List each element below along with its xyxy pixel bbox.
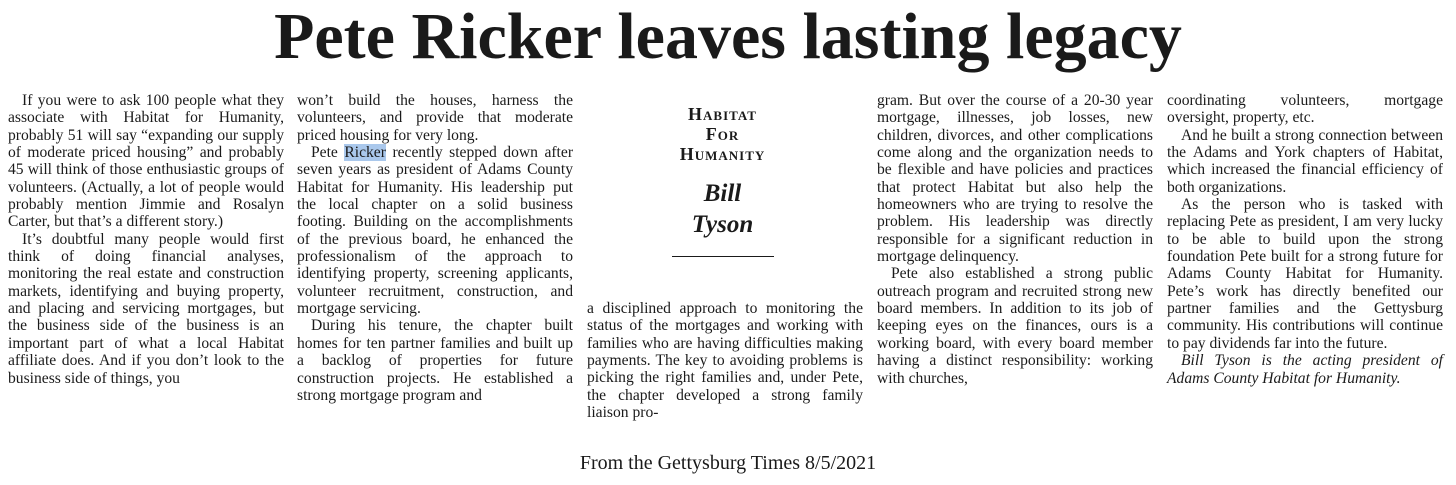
author-last: Tyson xyxy=(691,211,754,238)
headline: Pete Ricker leaves lasting legacy xyxy=(274,0,1182,73)
paragraph: As the person who is tasked with replacing Pete as president, I am very lucky to be able to build upon the strong foundation Pete built for a strong future for Adams County Habitat for Humanity. Pete’s work has directly benefited our partner families and the Gettysburg community. His contributions will continue to pay dividends far into the future. xyxy=(1167,196,1443,352)
paragraph: won’t build the houses, harness the volunteers, and provide that moderate priced housing for very long. xyxy=(297,92,573,144)
article-column-5 xyxy=(1167,92,1443,387)
paragraph: a disciplined approach to monitoring the status of the mortgages and working with families who are having difficulties making payments. The key to avoiding problems is picking the right families and, under Pete, the chapter developed a strong family liaison pro- xyxy=(587,300,863,422)
paragraph: If you were to ask 100 people what they associate with Habitat for Humanity, probably 51 will say “expanding our supply of moderate priced housing” and probably 45 will think of those enthusiastic groups of volunteers. (Actually, a lot of people would probably mention Jimmie and Rosalyn Carter, but that’s a different story.) xyxy=(8,92,284,231)
byline-box xyxy=(620,104,825,257)
paragraph: Pete also established a strong public outreach program and recruited strong new board members. In addition to its job of keeping eyes on the finances, ours is a working board, with every board member having a distinct responsibility: working with churches, xyxy=(877,265,1153,387)
paragraph: coordinating volunteers, mortgage oversight, property, etc. xyxy=(1167,92,1443,127)
author-signature: Bill Tyson is the acting president of Adams County Habitat for Humanity. xyxy=(1167,352,1443,387)
author-name xyxy=(620,178,825,240)
paragraph xyxy=(297,144,573,317)
paragraph: And he built a strong connection between the Adams and York chapters of Habitat, which increased the financial efficiency of both organizations. xyxy=(1167,126,1443,196)
article-column-4 xyxy=(877,92,1153,387)
divider xyxy=(672,256,774,257)
text-run: Pete xyxy=(311,144,345,162)
article-column-3 xyxy=(587,300,863,421)
text-run: recently stepped down after seven years as president of Adams County Habitat for Humanity. His leadership put the local chapter on a solid business footing. Building on the accomplishments of the previous board, he enhanced the professionalism of the approach to identifying property, screening applicants, volunteer recruitment, construction, and mortgage servicing. xyxy=(297,144,574,318)
org-line: For xyxy=(705,124,740,144)
author-first: Bill xyxy=(703,180,742,207)
paragraph: It’s doubtful many people would first think of doing financial analyses, monitoring the real estate and construction markets, identifying and buying property, and placing and servicing mortgages, but the business side of the business is an important part of what a local Habitat affiliate does. And if you don’t look to the business side of things, you xyxy=(8,230,284,387)
article-column-1 xyxy=(8,92,284,387)
article-column-2 xyxy=(297,92,573,404)
paragraph: gram. But over the course of a 20-30 year mortgage, illnesses, job losses, new children, divorces, and other complications come along and the organization needs to be flexible and have policies and practices that protect Habitat but also help the homeowners who are trying to resolve the problem. His leadership was directly responsible for a significant reduction in mortgage delinquency. xyxy=(877,92,1153,266)
source-caption: From the Gettysburg Times 8/5/2021 xyxy=(579,452,877,474)
highlighted-word[interactable]: Ricker xyxy=(344,144,386,162)
org-line: Habitat xyxy=(688,104,757,124)
org-name xyxy=(620,104,825,164)
org-line: Humanity xyxy=(679,144,766,164)
paragraph: During his tenure, the chapter built homes for ten partner families and built up a backlog of properties for future construction projects. He established a strong mortgage program and xyxy=(297,317,573,404)
